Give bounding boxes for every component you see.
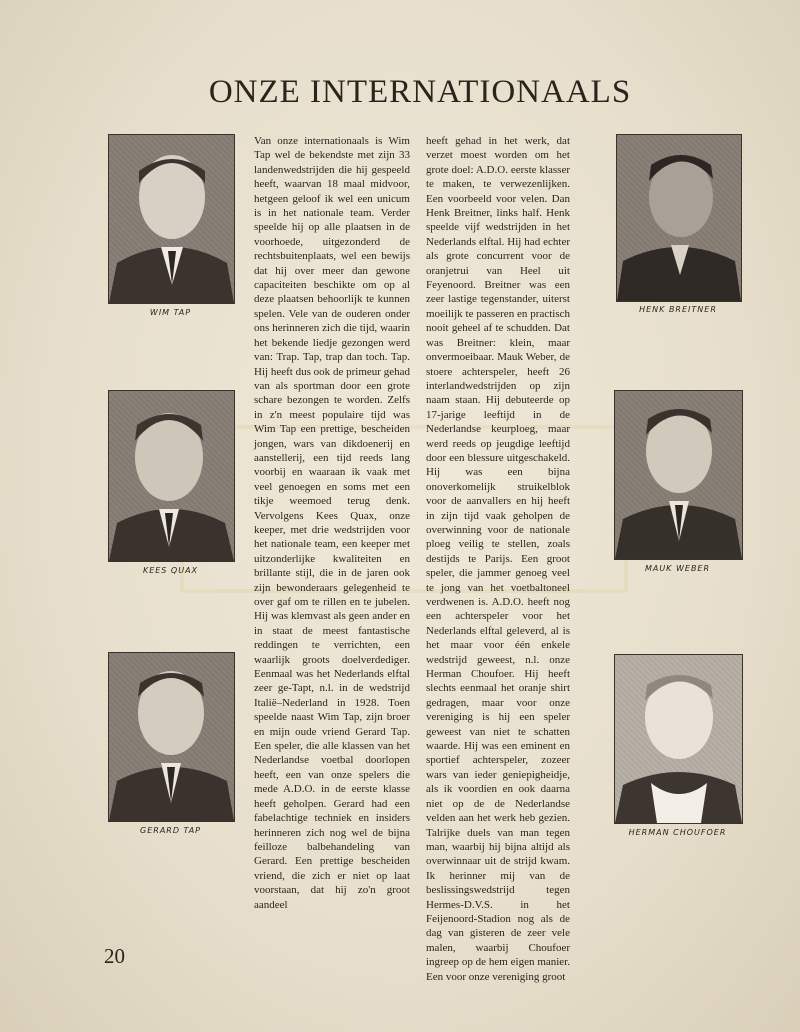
article-paragraph-right: heeft gehad in het werk, dat verzet moest worden om het grote doel: A.D.O. eerste klasser te maken, te verwezenlijken. Een voorbeeld voor velen. Dan Henk Breitner, links half. Henk speelde vijf wedstrijden in het Nederlands elftal. Hij had echter als grote concurrent voor de oranjetrui van Heel uit Feyenoord. Breitner was een zeer lastige tegenstander, uiterst moeilijk te passeren en practisch nooit geheel af te schudden. Dat was Breitner: klein, maar onvermoeibaar. Mauk Weber, de stoere achterspeler, heeft 26 interlandwedstrijden op zijn naam staan. Hij debuteerde op 17-jarige leeftijd in de Nederlandse keurploeg, maar werd reeds op jeugdige leeftijd door een blessure uitgeschakeld. Hij was een bijna onoverkomelijk struikelblok voor de aanvallers en hij heeft in zijn tijd vaak geholpen de overwinning voor de nationale ploeg veilig te stellen, zoals destijds te Parijs. Een groot speler, die jammer genoeg veel te jong van het voetbaltoneel verdwenen is. A.D.O. heeft nog een achterspeler voor het Nederlands elftal geleverd, al is het maar voor één enkele wedstrijd geweest, n.l. onze Herman Choufoer. Hij heeft slechts eenmaal het oranje shirt gedragen, maar voor onze vereniging is hij een speler geweest van niet te schatten waarde. Hij was een eminent en sportief achterspeler, zozeer wars van ieder geniepigheidje, als ik voordien en ook daarna niet op de de Nederlandse velden aan het werk heb gezien. Talrijke duels van man tegen man, waarbij hij bijna altijd als overwinnaar uit de strijd kwam. Ik herinner mij van de beslissingswedstrijd tegen Hermes-D.V.S. in het Feijenoord-Stadion nog als de dag van gisteren de zeer vele malen, waarbij Choufoer ingreep op de hem eigen manier. Een voor onze vereniging groot <box>426 135 570 983</box>
article-paragraph-left: Van onze internationaals is Wim Tap wel de bekendste met zijn 33 landenwedstrijden die hij gespeeld heeft, waarvan 18 maal midvoor, hetgeen geloof ik wel een unicum is in het nationale team. Verder speelde hij op alle plaatsen in de voorhoede, uitgezonderd de rechtsbuitenplaats, wel een bewijs dat hij over meer dan gewone capaciteiten beschikte om op al deze plaatsen behoorlijk te kunnen spelen. Vele van de ouderen onder ons herinneren zich die tijd, waarin het bekende liedje gezongen werd van: Trap. Tap, trap dan toch. Tap. Hij heeft dus ook de primeur gehad van als sportman door een grote schare bezongen te worden. Zelfs in z'n meest populaire tijd was Wim Tap een prettige, bescheiden jongen, wars van dikdoenerij en aanstellerij, een tijd reeds lang voorbij en waaraan ik vaak met veel genoegen en soms met een tikje weemoed terug denk. Vervolgens Kees Quax, onze keeper, met drie wedstrijden voor het nationale team, een keeper met uitzonderlijke kwaliteiten en brillante stijl, die in de jaren ook zijn bewonderaars gelegenheid te over gaf om te rillen en te jubelen. Hij was klemvast als geen ander en in staat de meest fantastische reddingen te verrichten, een waarlijk groots doelverdediger. Eenmaal was het Nederlands elftal zeer ge-Tapt, n.l. in de wedstrijd Italië–Nederland in 1928. Toen speelde naast Wim Tap, zijn broer en mijn oude vriend Gerard Tap. Een speler, die alle klassen van het Nederlandse voetbal doorlopen heeft, een van onze spelers die mede A.D.O. in de eerste klasse heeft geholpen. Gerard had een fabelachtige techniek en insiders herinneren zich nog wel de bijna feilloze balbehandeling van Gerard. Een prettige bescheiden vriend, die zich er niet op laat voorstaan, dat hij zo'n groot aandeel <box>254 135 410 911</box>
page-title: ONZE INTERNATIONAALS <box>208 74 632 110</box>
caption-henk-breitner: HENK BREITNER <box>639 305 717 314</box>
page-number: 20 <box>104 944 125 968</box>
caption-wim-tap: WIM TAP <box>149 308 192 317</box>
caption-mauk-weber: MAUK WEBER <box>644 564 711 573</box>
article-column-right <box>426 134 746 984</box>
caption-gerard-tap: GERARD TAP <box>140 826 201 835</box>
article-column-left <box>108 134 410 912</box>
caption-herman-choufoer: HERMAN CHOUFOER <box>628 828 727 837</box>
caption-kees-quax: KEES QUAX <box>142 566 199 575</box>
